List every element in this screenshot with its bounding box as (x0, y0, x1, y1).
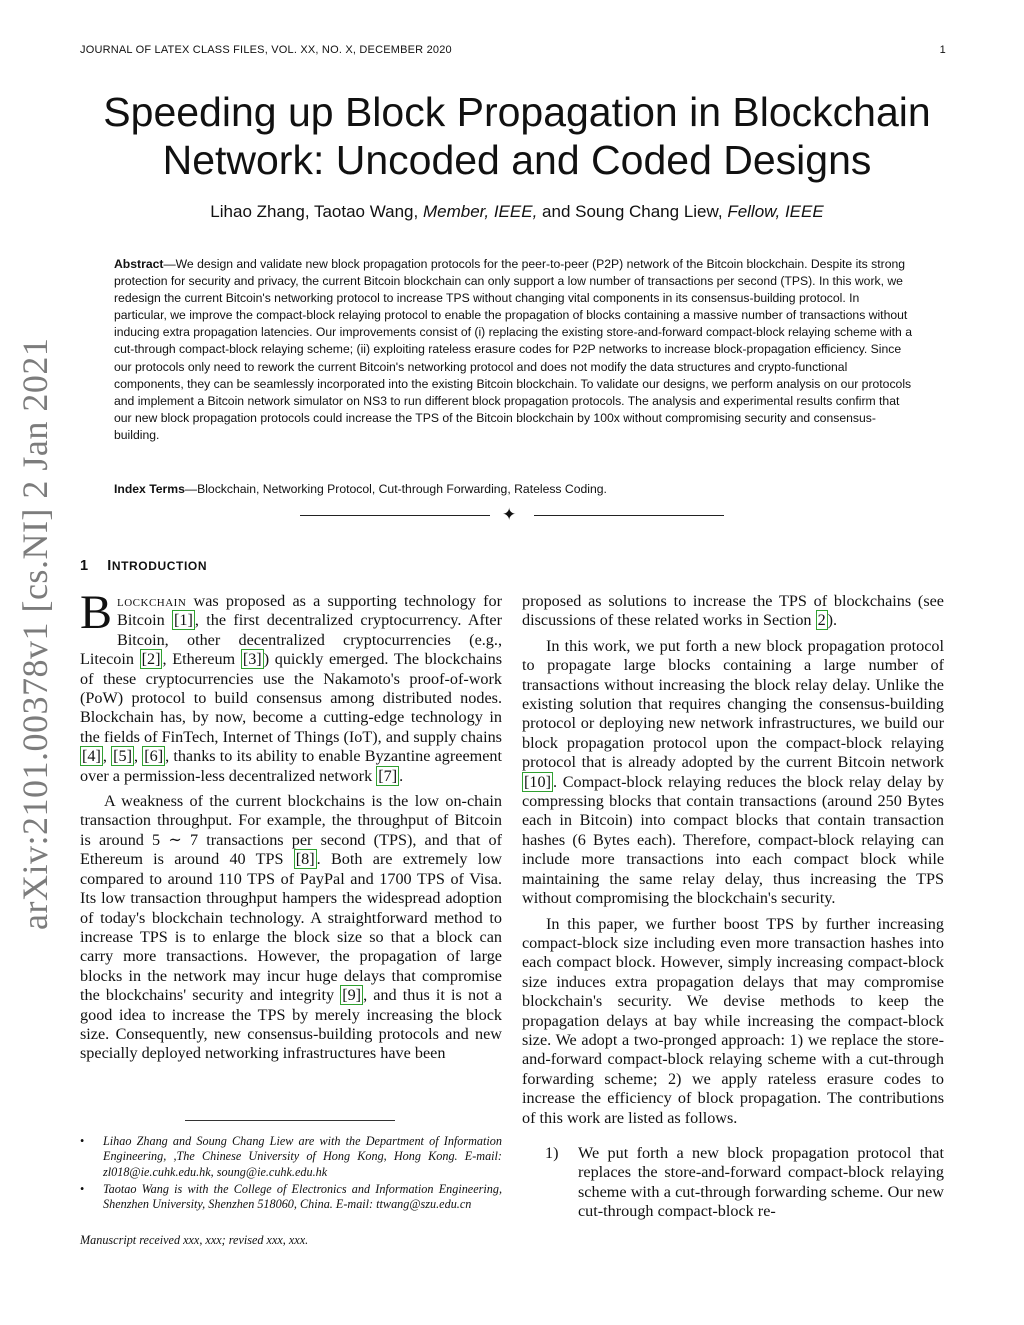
citation-link[interactable]: [9] (342, 986, 362, 1005)
intro-paragraph-1 (80, 586, 503, 786)
journal-name: JOURNAL OF LATEX CLASS FILES, VOL. XX, NO. X, DECEMBER 2020 (80, 44, 452, 56)
text-run: , and thus it is not a good idea to increase the TPS by merely increasing the block size. Consequently, new consensus-building protocols and new specially deployed networking infrastructures have been (80, 986, 502, 1063)
running-header (80, 44, 946, 56)
text-run: In this work, we put forth a new block propagation protocol to propagate large blocks containing a large number of transactions without increasing the block relay delay. Unlike the existing solution that requires changing the consensus-building protocol or deploying new network infrastructures, we build our block propagation protocol upon the compact-block relaying protocol that is already adopted by the current Bitcoin network (522, 636, 944, 772)
footnote-rule (185, 1120, 395, 1121)
authors-role2: Fellow, IEEE (727, 202, 824, 221)
section-heading (80, 558, 207, 574)
citation-link[interactable]: [3] (242, 650, 262, 669)
divider-line-right (534, 515, 724, 516)
text-run: A weakness of the current blockchains is the low on-chain transaction throughput. For example, the throughput of Bitcoin is around 5 ∼ 7 transactions per second (TPS), and that of Ethereum is around 40 TPS (80, 792, 502, 869)
footnote-affiliation-1 (80, 1134, 502, 1180)
text-run: , thanks to its ability to enable Byzantine agreement over a permission-less decentralized network (80, 747, 503, 785)
abstract (114, 256, 914, 444)
text-run: , (133, 747, 143, 766)
page-number: 1 (939, 44, 946, 56)
footnote-affiliation-2 (80, 1182, 502, 1213)
bullet-icon: • (80, 1134, 85, 1148)
text-run: was proposed as a supporting technology for Bitcoin (117, 592, 502, 630)
text-run: . (399, 766, 404, 785)
citation-link[interactable]: [8] (295, 850, 315, 869)
text-run: ). (827, 611, 838, 630)
citation-link[interactable]: [7] (378, 766, 398, 785)
index-terms-label: Index Terms (114, 482, 185, 496)
footnotes (80, 1134, 502, 1214)
text-run: , Ethereum (162, 650, 241, 669)
text-run: , (102, 747, 112, 766)
abstract-label: Abstract (114, 257, 164, 271)
citation-link[interactable]: [1] (174, 611, 193, 630)
citation-link[interactable]: [5] (113, 747, 132, 766)
section-title-rest: NTRODUCTION (111, 559, 208, 573)
right-column (522, 592, 944, 1222)
text-run: . Both are extremely low compared to around 110 TPS of PayPal and 1700 TPS of Visa. Its low transaction throughput hampers the widespread adoption of today's blockchain technology. A straightforward method to increase TPS is to enlarge the block size so that a block can carry more transactions. However, the propagation of large blocks in the network may incur huge delays that compromise the blockchains' security and integrity (80, 850, 502, 1005)
section-number: 1 (80, 558, 89, 574)
citation-link[interactable]: [6] (144, 747, 164, 766)
authors-part1: Lihao Zhang, Taotao Wang, (210, 202, 419, 221)
arxiv-stamp: arXiv:2101.00378v1 [cs.NI] 2 Jan 2021 (15, 337, 55, 930)
citation-link[interactable]: [2] (141, 650, 161, 669)
left-column (80, 586, 503, 1064)
text-run: . Compact-block relaying reduces the block relay delay by compressing blocks that contain transactions (around 250 Bytes each in Bitcoin) into compact blocks that contain transaction hashes (6 Bytes each). Therefore, compact-block relaying can include more transactions into each compact block while maintaining the same relay delay, thus increasing the TPS without compromising the blockchain's security. (522, 772, 944, 908)
citation-link[interactable]: [4] (82, 747, 101, 766)
index-terms-text: —Blockchain, Networking Protocol, Cut-through Forwarding, Rateless Coding. (184, 482, 607, 496)
divider-star-icon: ✦ (502, 505, 517, 525)
citation-link[interactable]: [10] (524, 772, 551, 791)
index-terms (114, 482, 914, 496)
list-number: 1) (545, 1143, 559, 1162)
intro-paragraph-2 (80, 792, 502, 1064)
manuscript-note: Manuscript received xxx, xxx; revised xxx, xxx. (80, 1233, 309, 1247)
intro-paragraph-4 (522, 637, 944, 909)
smallcaps-word: lockchain (117, 592, 187, 610)
text-run: , the first decentralized cryptocurrency. After Bitcoin, other decentralized cryptocurrencies (e.g., Litecoin (80, 611, 502, 669)
footnote-text: Lihao Zhang and Soung Chang Liew are with the Department of Information Engineering, ,The Chinese University of Hong Kong, Hong Kong. E-mail: zl018@ie.cuhk.edu.hk, soung@ie.cuhk.edu.hk (103, 1134, 502, 1179)
footnote-text: Taotao Wang is with the College of Electronics and Information Engineering, Shenzhen University, Shenzhen 518060, China. E-mail: ttwang@szu.edu.cn (103, 1181, 502, 1212)
text-run: proposed as solutions to increase the TPS of blockchains (see discussions of these related works in Section (522, 592, 944, 630)
text-run: ) quickly emerged. The blockchains of these cryptocurrencies use the Nakamoto's proof-of-work (PoW) protocol to build consensus among distributed nodes. Blockchain has, by now, become a cutting-edge technology in the fields of FinTech, Internet of Things (IoT), and supply chains (80, 650, 502, 746)
intro-paragraph-3 (522, 592, 944, 631)
section-divider (300, 506, 724, 526)
abstract-text: —We design and validate new block propagation protocols for the peer-to-peer (P2P) network of the Bitcoin blockchain. Despite its strong protection for security and privacy, the current Bitcoin blockchain can only support a low number of transactions per second (TPS). In this work, we redesign the current Bitcoin's networking protocol to increase TPS without changing vital components in its consensus-building protocol. In particular, we improve the compact-block relaying protocol to enable the propagation of blocks containing a massive number of transactions without inducing extra propagation latencies. Our improvements consist of (i) replacing the existing store-and-forward compact-block relaying scheme with a cut-through compact-block relaying scheme; (ii) exploiting rateless erasure codes for P2P networks to increase block-propagation efficiency. Since our protocols only need to rework the current Bitcoin's networking protocol and does not modify the data structures and crypto-functional components, they can be seamlessly incorporated into the existing Bitcoin blockchain. To validate our designs, we perform analysis on our protocols and implement a Bitcoin network simulator on NS3 to run different block propagation protocols. The analysis and experimental results confirm that our new block propagation protocols could increase the TPS of the Bitcoin blockchain by 100x without compromising security and consensus-building. (114, 257, 912, 442)
section-title-initial: I (107, 558, 112, 574)
bullet-icon: • (80, 1181, 85, 1196)
section-link[interactable]: 2 (817, 611, 826, 630)
authors-part2: and Soung Chang Liew, (542, 202, 723, 221)
intro-paragraph-5: In this paper, we further boost TPS by further increasing compact-block size including even more transaction hashes into each compact block. However, simply increasing compact-block size induces extra propagation delays that may compromise blockchain's security. We devise methods to keep the propagation delays at bay while increasing the compact-block size. We adopt a two-pronged approach: 1) we replace the store-and-forward compact-block relaying scheme with a cut-through forwarding scheme; 2) we apply rateless erasure codes to increase the efficiency of block propagation. The contributions of this work are listed as follows. (522, 914, 944, 1127)
drop-cap: B (80, 586, 113, 639)
paper-title: Speeding up Block Propagation in Blockchain Network: Uncoded and Coded Designs (103, 89, 931, 183)
list-text: We put forth a new block propagation protocol that replaces the store-and-forward compact-block relaying scheme with a cut-through forwarding scheme. Our new cut-through compact-block re- (578, 1143, 944, 1221)
divider-line-left (300, 515, 490, 516)
contribution-item-1 (522, 1144, 944, 1222)
authors (60, 202, 974, 222)
authors-role1: Member, IEEE, (422, 202, 538, 221)
